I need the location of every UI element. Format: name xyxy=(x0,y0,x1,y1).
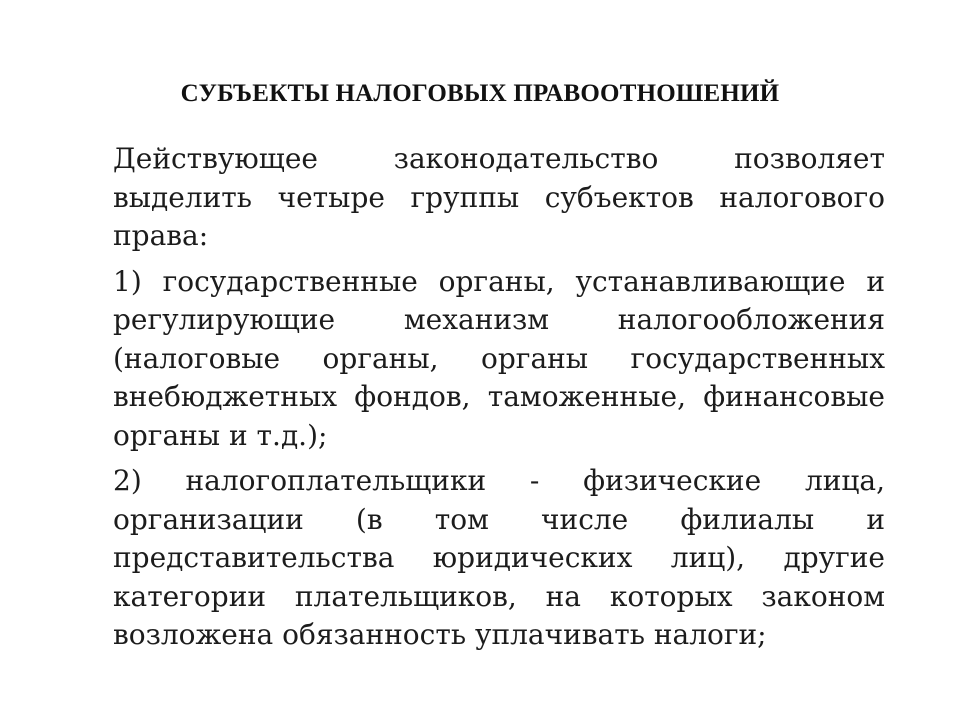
list-item-government-bodies: 1) государственные органы, устанавливающие и регулирующие механизм налогообложения (налоговые органы, органы государственных внебюджетных фондов, таможенные, финансовые органы и т.д.); xyxy=(113,264,885,452)
list-item-taxpayers: 2) налогоплательщики - физические лица, организации (в том числе филиалы и представительства юридических лиц), другие категории плательщиков, на которых законом возложена обязанность уплачивать налоги; xyxy=(113,464,885,651)
slide-body xyxy=(113,140,885,662)
slide-title: СУБЪЕКТЫ НАЛОГОВЫХ ПРАВООТНОШЕНИЙ xyxy=(180,80,780,107)
intro-paragraph: Действующее законодательство позволяет выделить четыре группы субъектов налогового права: xyxy=(113,142,885,252)
